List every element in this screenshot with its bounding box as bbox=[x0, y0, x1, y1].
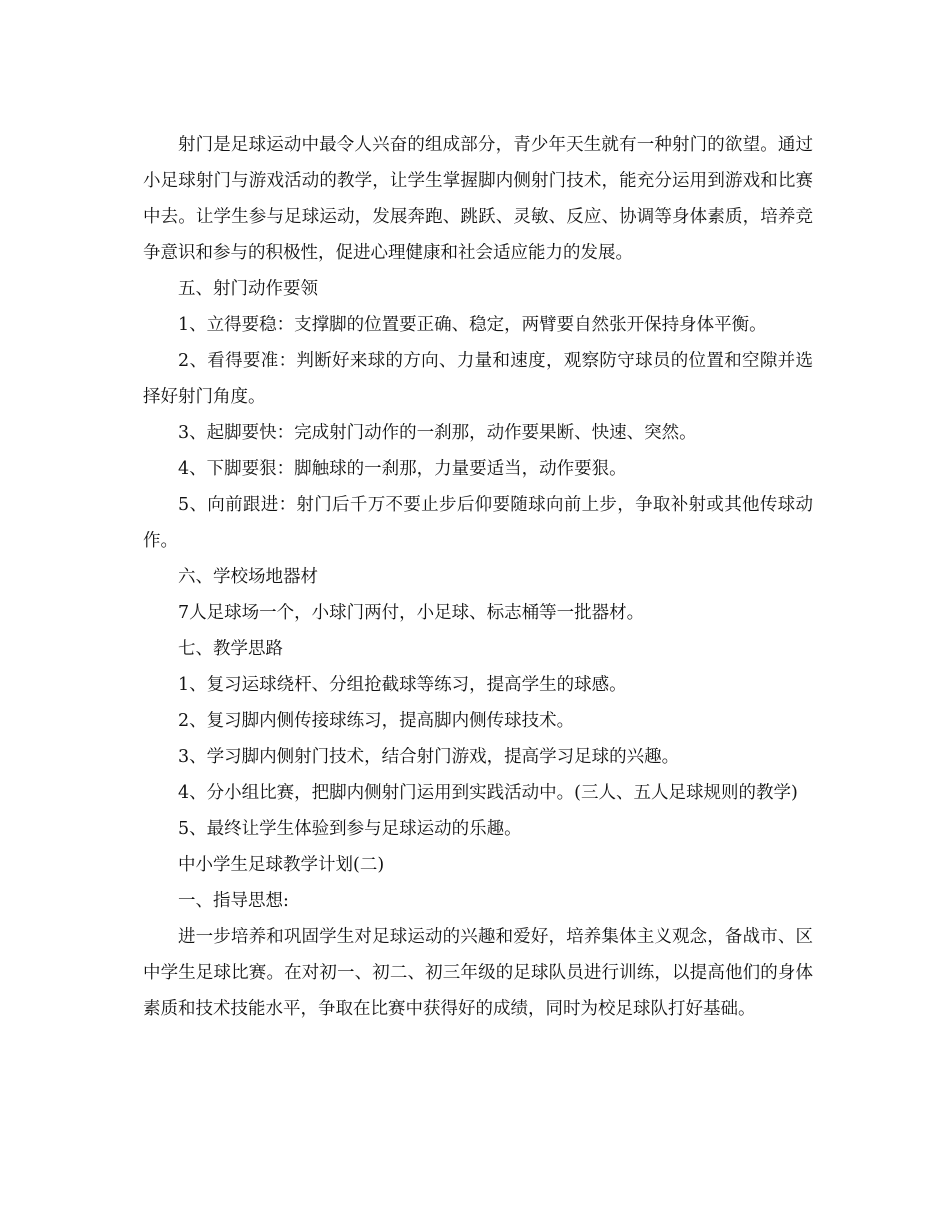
list-item: 4、下脚要狠：脚触球的一刹那，力量要适当，动作要狠。 bbox=[178, 459, 627, 479]
list-item: 1、复习运球绕杆、分组抢截球等练习，提高学生的球感。 bbox=[178, 675, 627, 695]
list-item: 3、起脚要快：完成射门动作的一刹那，动作要果断、快速、突然。 bbox=[178, 423, 697, 443]
paragraph-equipment: 7人足球场一个，小球门两付，小足球、标志桶等一批器材。 bbox=[178, 603, 645, 623]
list-item: 5、最终让学生体验到参与足球运动的乐趣。 bbox=[178, 819, 522, 839]
heading-section-5: 五、射门动作要领 bbox=[178, 279, 318, 299]
heading-section-6: 六、学校场地器材 bbox=[178, 567, 318, 587]
list-item: 5、向前跟进：射门后千万不要止步后仰要随球向前上步，争取补射或其他传球动作。 bbox=[143, 495, 813, 551]
heading-section-1: 一、指导思想: bbox=[178, 891, 289, 911]
paragraph-intro: 射门是足球运动中最令人兴奋的组成部分，青少年天生就有一种射门的欲望。通过小足球射门与游戏活动的教学，让学生掌握脚内侧射门技术，能充分运用到游戏和比赛中去。让学生参与足球运动，发展奔跑、跳跃、灵敏、反应、协调等身体素质，培养竞争意识和参与的积极性，促进心理健康和社会适应能力的发展。 bbox=[143, 135, 813, 263]
paragraph-guiding-idea: 进一步培养和巩固学生对足球运动的兴趣和爱好，培养集体主义观念，备战市、区中学生足球比赛。在对初一、初二、初三年级的足球队员进行训练，以提高他们的身体素质和技术技能水平，争取在比赛中获得好的成绩，同时为校足球队打好基础。 bbox=[143, 927, 813, 1019]
document-subtitle: 中小学生足球教学计划(二) bbox=[178, 855, 385, 875]
list-item: 4、分小组比赛，把脚内侧射门运用到实践活动中。(三人、五人足球规则的教学) bbox=[178, 783, 798, 803]
list-item: 1、立得要稳：支撑脚的位置要正确、稳定，两臂要自然张开保持身体平衡。 bbox=[178, 315, 767, 335]
list-item: 2、复习脚内侧传接球练习，提高脚内侧传球技术。 bbox=[178, 711, 575, 731]
heading-section-7: 七、教学思路 bbox=[178, 639, 283, 659]
document-body bbox=[143, 127, 813, 1027]
list-item: 2、看得要准：判断好来球的方向、力量和速度，观察防守球员的位置和空隙并选择好射门角度。 bbox=[143, 351, 813, 407]
list-item: 3、学习脚内侧射门技术，结合射门游戏，提高学习足球的兴趣。 bbox=[178, 747, 680, 767]
